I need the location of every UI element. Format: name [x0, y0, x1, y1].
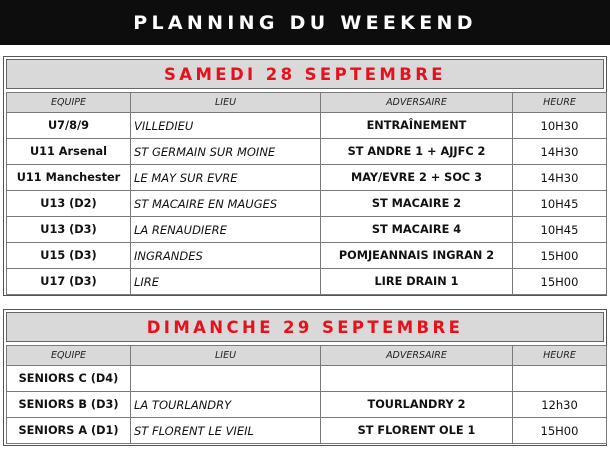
opponent-cell: POMJEANNAIS INGRAN 2	[321, 243, 513, 269]
column-header-equipe: EQUIPE	[7, 346, 131, 366]
title-bar	[0, 0, 610, 45]
venue-cell: LIRE	[131, 269, 321, 295]
team-cell: U11 Manchester	[7, 165, 131, 191]
venue-cell: LA TOURLANDRY	[131, 392, 321, 418]
column-header-heure: HEURE	[513, 93, 607, 113]
time-cell: 10H45	[513, 217, 607, 243]
time-cell: 12h30	[513, 392, 607, 418]
team-cell: U15 (D3)	[7, 243, 131, 269]
time-cell: 14H30	[513, 139, 607, 165]
venue-cell	[131, 366, 321, 392]
saturday-section	[3, 56, 607, 296]
time-cell: 15H00	[513, 418, 607, 444]
venue-cell: ST GERMAIN SUR MOINE	[131, 139, 321, 165]
sunday-table	[6, 345, 607, 444]
saturday-day-header	[6, 59, 604, 89]
column-header-adversaire: ADVERSAIRE	[321, 93, 513, 113]
team-cell: SENIORS B (D3)	[7, 392, 131, 418]
sunday-header-row	[7, 346, 607, 366]
team-cell: U13 (D2)	[7, 191, 131, 217]
time-cell: 10H45	[513, 191, 607, 217]
team-cell: U13 (D3)	[7, 217, 131, 243]
sunday-section	[3, 309, 607, 446]
table-row	[7, 366, 607, 392]
table-row	[7, 113, 607, 139]
time-cell: 15H00	[513, 243, 607, 269]
table-row	[7, 418, 607, 444]
table-row	[7, 217, 607, 243]
column-header-lieu: LIEU	[131, 346, 321, 366]
team-cell: SENIORS A (D1)	[7, 418, 131, 444]
table-row	[7, 139, 607, 165]
saturday-day-label: SAMEDI 28 SEPTEMBRE	[164, 64, 446, 84]
saturday-table	[6, 92, 607, 295]
venue-cell: ST MACAIRE EN MAUGES	[131, 191, 321, 217]
venue-cell: ST FLORENT LE VIEIL	[131, 418, 321, 444]
page-title: PLANNING DU WEEKEND	[133, 11, 477, 34]
venue-cell: VILLEDIEU	[131, 113, 321, 139]
table-row	[7, 243, 607, 269]
opponent-cell: ST MACAIRE 4	[321, 217, 513, 243]
opponent-cell: MAY/EVRE 2 + SOC 3	[321, 165, 513, 191]
column-header-heure: HEURE	[513, 346, 607, 366]
sunday-day-header	[6, 312, 604, 342]
team-cell: U11 Arsenal	[7, 139, 131, 165]
sunday-day-label: DIMANCHE 29 SEPTEMBRE	[146, 317, 464, 337]
opponent-cell: LIRE DRAIN 1	[321, 269, 513, 295]
time-cell: 15H00	[513, 269, 607, 295]
venue-cell: LA RENAUDIERE	[131, 217, 321, 243]
team-cell: SENIORS C (D4)	[7, 366, 131, 392]
table-row	[7, 165, 607, 191]
column-header-equipe: EQUIPE	[7, 93, 131, 113]
opponent-cell	[321, 366, 513, 392]
venue-cell: INGRANDES	[131, 243, 321, 269]
opponent-cell: ST MACAIRE 2	[321, 191, 513, 217]
column-header-adversaire: ADVERSAIRE	[321, 346, 513, 366]
team-cell: U7/8/9	[7, 113, 131, 139]
table-row	[7, 392, 607, 418]
time-cell	[513, 366, 607, 392]
opponent-cell: TOURLANDRY 2	[321, 392, 513, 418]
time-cell: 10H30	[513, 113, 607, 139]
venue-cell: LE MAY SUR EVRE	[131, 165, 321, 191]
column-header-lieu: LIEU	[131, 93, 321, 113]
time-cell: 14H30	[513, 165, 607, 191]
team-cell: U17 (D3)	[7, 269, 131, 295]
table-row	[7, 191, 607, 217]
saturday-header-row	[7, 93, 607, 113]
opponent-cell: ST FLORENT OLE 1	[321, 418, 513, 444]
table-row	[7, 269, 607, 295]
opponent-cell: ENTRAÎNEMENT	[321, 113, 513, 139]
opponent-cell: ST ANDRE 1 + AJJFC 2	[321, 139, 513, 165]
